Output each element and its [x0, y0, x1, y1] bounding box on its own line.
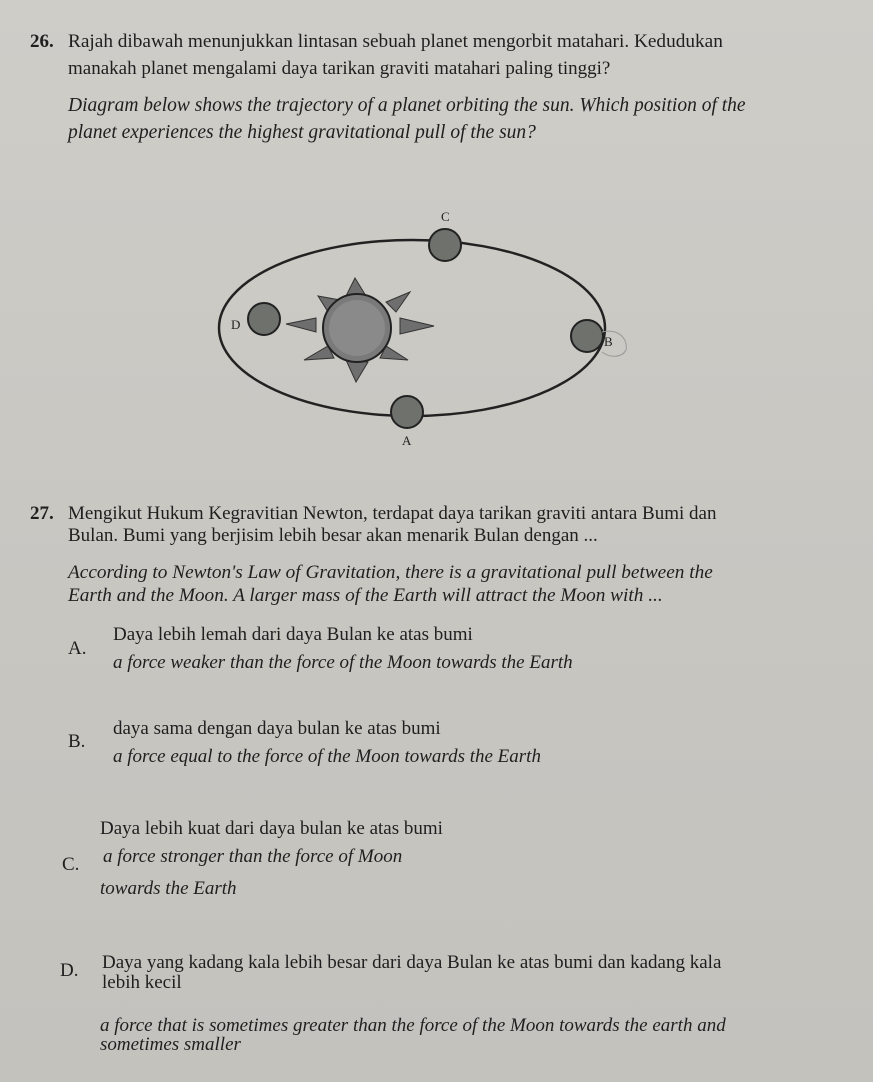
- option-a-en: a force weaker than the force of the Moon towards the Earth: [113, 652, 573, 673]
- option-b-letter[interactable]: B.: [68, 731, 86, 752]
- option-d-letter[interactable]: D.: [60, 960, 79, 981]
- question-26-number: 26.: [30, 31, 54, 52]
- option-b-ms: daya sama dengan daya bulan ke atas bumi: [113, 718, 441, 739]
- option-c-en-line2: towards the Earth: [100, 878, 237, 899]
- option-d-en-line1: a force that is sometimes greater than the force of the Moon towards the earth and: [100, 1015, 726, 1036]
- planet-d: [248, 303, 280, 335]
- option-d-ms-line2: lebih kecil: [102, 972, 182, 993]
- sun-inner: [329, 300, 385, 356]
- option-b-en: a force equal to the force of the Moon towards the Earth: [113, 746, 541, 767]
- label-c: C: [441, 209, 450, 224]
- planet-a: [391, 396, 423, 428]
- label-d: D: [231, 317, 241, 332]
- question-27-number: 27.: [30, 503, 54, 524]
- orbit-diagram: [200, 200, 660, 465]
- option-d-en-line2: sometimes smaller: [100, 1034, 241, 1055]
- question-26-ms-line1: Rajah dibawah menunjukkan lintasan sebuah planet mengorbit matahari. Kedudukan: [68, 31, 723, 52]
- question-27-en-line2: Earth and the Moon. A larger mass of the Earth will attract the Moon with ...: [68, 585, 663, 606]
- option-c-ms: Daya lebih kuat dari daya bulan ke atas bumi: [100, 818, 443, 839]
- label-b: B: [604, 334, 613, 349]
- question-26-en-line1: Diagram below shows the trajectory of a planet orbiting the sun. Which position of the: [68, 95, 746, 116]
- option-c-letter[interactable]: C.: [62, 854, 80, 875]
- question-27-ms-line2: Bulan. Bumi yang berjisim lebih besar akan menarik Bulan dengan ...: [68, 525, 598, 546]
- option-a-letter[interactable]: A.: [68, 638, 87, 659]
- question-26-en-line2: planet experiences the highest gravitational pull of the sun?: [68, 122, 536, 143]
- option-d-ms-line1: Daya yang kadang kala lebih besar dari daya Bulan ke atas bumi dan kadang kala: [102, 952, 722, 973]
- option-a-ms: Daya lebih lemah dari daya Bulan ke atas bumi: [113, 624, 473, 645]
- question-27-en-line1: According to Newton's Law of Gravitation, there is a gravitational pull between the: [68, 562, 713, 583]
- option-c-en-line1: a force stronger than the force of Moon: [103, 846, 403, 867]
- label-a: A: [402, 433, 412, 448]
- planet-b: [571, 320, 603, 352]
- question-27-ms-line1: Mengikut Hukum Kegravitian Newton, terdapat daya tarikan graviti antara Bumi dan: [68, 503, 717, 524]
- question-26-ms-line2: manakah planet mengalami daya tarikan graviti matahari paling tinggi?: [68, 58, 611, 79]
- planet-c: [429, 229, 461, 261]
